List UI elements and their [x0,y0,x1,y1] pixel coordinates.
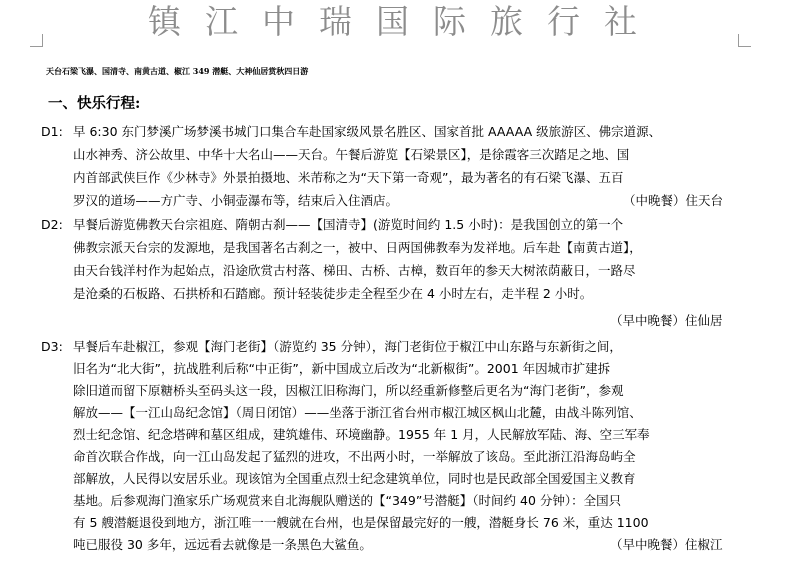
day-1-line: 山水神秀、济公故里、中华十大名山——天台。午餐后游览【石梁景区】，是徐霞客三次踏足之地、国 [73,147,630,162]
day-2-label: D2: [41,217,63,232]
day-3-line: 命首次联合作战，向一江山岛发起了猛烈的进攻，不出两小时，一举解放了该岛。至此浙江沿海岛屿全 [73,449,636,464]
day-3-line: 烈士纪念馆、纪念塔碑和墓区组成，建筑雄伟、环境幽静。1955 年 1 月，人民解放军陆、海、空三军奉 [73,427,650,442]
day-2-line: 是沧桑的石板路、石拱桥和石踏廊。预计轻装徒步走全程至少在 4 小时左右，走半程 2 小时。 [73,286,593,301]
day-3-line: 有 5 艘潜艇退役到地方，浙江唯一一艘就在台州，也是保留最完好的一艘，潜艇身长 76 米，重达 1100 [73,515,649,530]
day-1-label: D1: [41,124,63,139]
day-3-line: 部解放，人民得以安居乐业。现该馆为全国重点烈士纪念建筑单位，同时也是民政部全国爱国主义教育 [73,471,636,486]
day-1-line: 早 6:30 东门梦溪广场梦溪书城门口集合车赴国家级风景名胜区、国家首批 AAAAA 级旅游区、佛宗道源、 [73,124,662,139]
day-2-line: 早餐后游览佛教天台宗祖庭、隋朝古刹——【国清寺】(游览时间约 1.5 小时)：是我国创立的第一个 [73,217,624,232]
day-1-line: 内首部武侠巨作《少林寺》外景拍摄地、米芾称之为“天下第一奇观”，最为著名的有石梁飞瀑、五百 [73,170,624,185]
day-3-meals: （早中晚餐）住椒江 [610,537,723,552]
day-3-line: 吨已服役 30 多年，远远看去就像是一条黑色大鲨鱼。 [73,537,372,552]
day-2-meals: （早中晚餐）住仙居 [610,313,723,328]
company-name: 镇江中瑞国际旅行社 [148,2,661,41]
day-3-line: 解放——【一江山岛纪念馆】（周日闭馆）——坐落于浙江省台州市椒江城区枫山北麓，由战斗陈列馆、 [73,405,642,420]
day-1-line: 罗汉的道场——方广寺、小铜壶瀑布等，结束后入住酒店。 [73,193,399,208]
day-2-line: 由天台钱洋村作为起始点，沿途欣赏古村落、梯田、古桥、古樟，数百年的参天大树浓荫蔽日，一路尽 [73,263,636,278]
day-3-label: D3: [41,339,63,354]
day-3-line: 除旧道而留下原糖桥头至码头这一段，因椒江旧称海门，所以经重新修整后更名为“海门老街”，参观 [73,383,624,398]
day-1-meals: （中晚餐）住天台 [623,193,724,208]
day-3-line: 早餐后车赴椒江，参观【海门老街】（游览约 35 分钟），海门老街位于椒江中山东路与东新街之间， [73,339,622,354]
tour-title: 天台石梁飞瀑、国清寺、南黄古道、椒江 349 潜艇、大神仙居赏秋四日游 [46,66,309,76]
day-2-line: 佛教宗派天台宗的发源地，是我国著名古刹之一，被中、日两国佛教奉为发祥地。后车赴【南黄古道】， [73,240,642,255]
day-3-line: 基地。后参观海门渔家乐广场观赏来自北海舰队赠送的【“349”号潜艇】（时间约 40 分钟）：全国只 [73,493,622,508]
section-heading: 一、快乐行程: [48,95,141,112]
page-corner-mark-right [738,34,751,47]
day-3-line: 旧名为“北大街”，抗战胜利后称“中正街”，新中国成立后改为“北新椒街”。2001 年因城市扩建拆 [73,361,611,376]
company-banner [0,2,785,42]
page-corner-mark-left [30,34,43,47]
